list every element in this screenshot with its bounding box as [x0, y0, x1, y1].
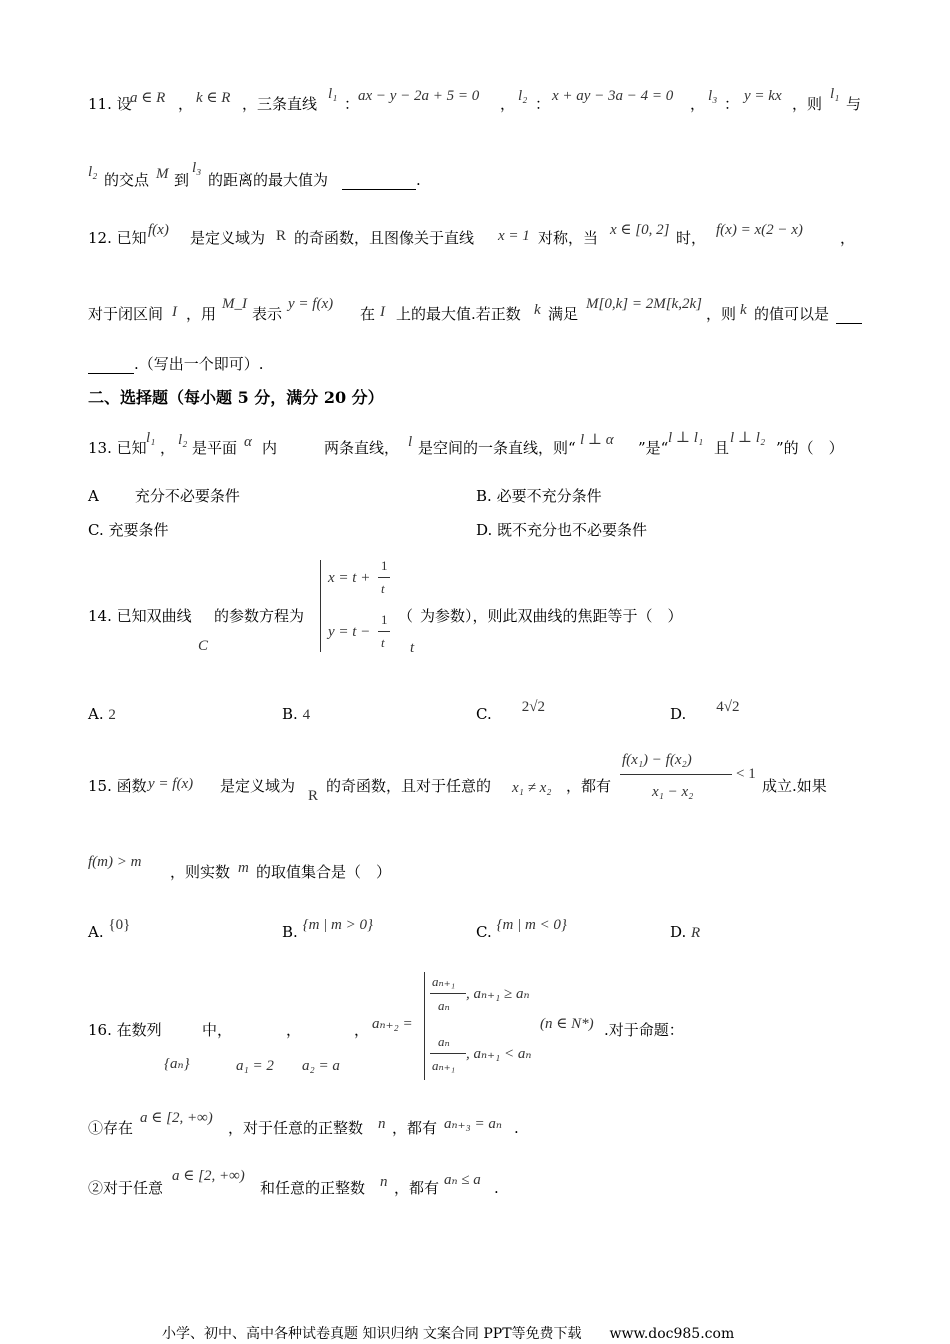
- q12-denote: 表示: [252, 305, 283, 323]
- q13-alpha: α: [244, 434, 252, 450]
- q15-option-d-text: R: [691, 925, 701, 941]
- q12-I2: I: [380, 304, 385, 320]
- q15-lead: 15. 函数: [88, 777, 147, 795]
- q15-fm: f(m) > m: [88, 854, 142, 870]
- q16-case1-cond: , aₙ₊₁ ≥ aₙ: [466, 986, 530, 1002]
- q14-option-d-label: D.: [670, 705, 687, 723]
- q11-comma-2: ，: [690, 95, 706, 113]
- q11-l3: l₃: [708, 88, 718, 104]
- q11-l1: l₁: [328, 86, 338, 102]
- q12-closed: 对于闭区间: [88, 305, 164, 323]
- q14-sys2-bar: [378, 631, 390, 632]
- q12-endcomma: ，: [840, 229, 856, 247]
- q13-perp-l2: l ⊥ l₂: [730, 430, 766, 446]
- q14-sys2-den: t: [381, 635, 385, 650]
- q13-option-c-text: 充要条件: [108, 521, 169, 539]
- q15-m: m: [238, 860, 249, 876]
- q15-range: 的取值集合是（ ）: [256, 863, 392, 881]
- q11-colon-1: ：: [344, 95, 360, 113]
- q12-interval: x ∈ [0, 2]: [610, 222, 670, 238]
- q13-option-b-label: B.: [476, 487, 492, 505]
- q15-then: ，则实数: [170, 863, 231, 881]
- q13-is: ”是“: [638, 439, 669, 457]
- q12-value: 的值可以是: [754, 305, 830, 323]
- q16-p2-lead: ②对于任意: [88, 1179, 164, 1197]
- q16-comma2: ，: [354, 1021, 370, 1039]
- q16-brace: [424, 972, 425, 1080]
- q12-k2: k: [740, 302, 747, 318]
- q11-l2: l₂: [518, 88, 528, 104]
- q15-option-a[interactable]: [88, 917, 131, 943]
- q12-use: ，用: [186, 305, 217, 323]
- q13-option-d-text: 既不充分也不必要条件: [497, 521, 648, 539]
- q13-perp-l1: l ⊥ l₁: [668, 430, 704, 446]
- q14-sys2: y = t −: [328, 624, 371, 640]
- q16-comma: ，: [286, 1021, 302, 1039]
- q15-den: x₁ − x₂: [652, 784, 694, 800]
- q11-colon-3: ：: [724, 95, 740, 113]
- q15-option-b[interactable]: [282, 917, 373, 943]
- q11-line2-l3: l₃: [192, 160, 202, 176]
- q15-option-a-text: {0}: [108, 917, 131, 933]
- q16-p2-a: a ∈ [2, +∞): [172, 1168, 245, 1184]
- q12-blank-1[interactable]: [836, 304, 862, 324]
- q16-p2-eq: aₙ ≤ a: [444, 1172, 481, 1188]
- q14-option-a-text: 2: [108, 707, 116, 723]
- q14-option-c-text: 2√2: [521, 699, 545, 715]
- q16-case1-bar: [430, 993, 466, 994]
- q15-frac-bar: [620, 774, 732, 775]
- q14-lead: 14. 已知双曲线: [88, 607, 192, 625]
- q11-line2-l2: l₂: [88, 164, 98, 180]
- q15-option-b-label: B.: [282, 923, 298, 941]
- q15-option-c-text: {m | m < 0}: [496, 917, 567, 933]
- q13-comma: ，: [160, 439, 176, 457]
- q13-l1: l₁: [146, 430, 156, 446]
- q11-l1-again: l₁: [830, 86, 840, 102]
- q16-p1-all: ，都有: [392, 1119, 438, 1137]
- q16-p1-n: n: [378, 1116, 386, 1132]
- q13-l2: l₂: [178, 432, 188, 448]
- q11-lead: 11. 设: [88, 95, 132, 113]
- q11-comma-1: ，: [500, 95, 516, 113]
- q14-option-b-text: 4: [302, 707, 311, 723]
- q14-option-a-label: A.: [88, 705, 104, 723]
- q14-param: 的参数方程为: [214, 607, 305, 625]
- q11-then: ，则: [792, 95, 823, 113]
- q16-seq: {aₙ}: [164, 1056, 190, 1072]
- q14-sys1: x = t +: [328, 570, 371, 586]
- q16-case2-bar: [430, 1053, 466, 1054]
- q16-p2-all: ，都有: [394, 1179, 440, 1197]
- q14-sys2-num: 1: [381, 612, 388, 627]
- q12-yfx: y = f(x): [288, 296, 334, 312]
- q16-a2: a₂ = a: [302, 1058, 340, 1074]
- q13-two-lines: 两条直线，: [324, 439, 400, 457]
- q15-option-d-label: D.: [670, 923, 687, 941]
- q13-option-d[interactable]: [476, 520, 647, 540]
- q13-option-b-text: 必要不充分条件: [496, 487, 602, 505]
- q12-satisfy: 满足: [548, 305, 579, 323]
- q12-def: f(x) = x(2 − x): [716, 222, 803, 238]
- q13-option-c-label: C.: [88, 521, 104, 539]
- q15-option-c[interactable]: [476, 917, 567, 943]
- q13-space: 是空间的一条直线，则“: [418, 439, 576, 457]
- q12-blank-2[interactable]: [88, 354, 134, 374]
- q16-case2-num: aₙ: [438, 1034, 450, 1049]
- q12-when: 时，: [676, 229, 707, 247]
- q13-option-a[interactable]: [88, 486, 240, 506]
- q14-sys1-num: 1: [381, 558, 388, 573]
- q13-lead: 13. 已知: [88, 439, 147, 457]
- q14-t-param: t: [410, 640, 415, 656]
- q14-sys1-den: t: [381, 581, 385, 596]
- q16-in: 中，: [202, 1021, 233, 1039]
- q14-paren-open: （: [398, 607, 414, 625]
- q13-option-b[interactable]: [476, 486, 602, 506]
- q13-perp-alpha: l ⊥ α: [580, 432, 614, 448]
- q16-p2-n: n: [380, 1174, 388, 1190]
- q12-write: .（写出一个即可）.: [134, 355, 264, 373]
- q13-option-a-label: A: [88, 487, 99, 505]
- q11-three-lines: ，三条直线: [242, 95, 318, 113]
- q16-p1-eq: aₙ₊₃ = aₙ: [444, 1116, 502, 1132]
- q14-sys1-bar: [378, 577, 390, 578]
- q15-yfx: y = f(x): [148, 776, 194, 792]
- q14-brace: [320, 560, 321, 652]
- q13-of: ”的（ ）: [776, 439, 844, 457]
- q12-R: R: [276, 228, 287, 244]
- q15-lt1: < 1: [736, 766, 756, 782]
- q16-a1: a₁ = 2: [236, 1058, 274, 1074]
- q13-l: l: [408, 434, 413, 450]
- q15-neq: x₁ ≠ x₂: [512, 780, 552, 796]
- q15-option-a-label: A.: [88, 923, 104, 941]
- q16-nN: (n ∈ N*): [540, 1016, 594, 1032]
- q15-option-c-label: C.: [476, 923, 492, 941]
- q12-MI: M_I: [222, 296, 247, 312]
- q13-and: 且: [714, 439, 730, 457]
- q13-inner: 内: [262, 439, 278, 457]
- q16-case1-num: aₙ₊₁: [432, 974, 456, 989]
- q11-end: .: [416, 171, 421, 189]
- q14-option-d[interactable]: [670, 699, 740, 725]
- q11-intersection: 的交点: [104, 171, 150, 189]
- q15-domain: 是定义域为: [220, 777, 296, 795]
- q14-option-b[interactable]: [282, 704, 310, 725]
- q15-odd: 的奇函数，且对于任意的: [326, 777, 492, 795]
- q16-case1-den: aₙ: [438, 998, 450, 1013]
- q16-prop: .对于命题：: [604, 1021, 684, 1039]
- q13-plane: 是平面: [192, 439, 238, 457]
- q12-on: 在: [360, 305, 376, 323]
- q14-option-c[interactable]: [476, 699, 545, 725]
- q15-all: ，都有: [566, 777, 612, 795]
- q12-x1: x = 1: [498, 228, 530, 244]
- q11-to: 到: [174, 171, 190, 189]
- q11-answer-blank[interactable]: [342, 170, 416, 190]
- q11-max-dist: 的距离的最大值为: [208, 171, 329, 189]
- q16-an2: aₙ₊₂ =: [372, 1016, 413, 1032]
- q11-a-in-R: a ∈ R: [130, 90, 166, 106]
- q11-sep: ，: [178, 95, 194, 113]
- q11-colon-2: ：: [535, 95, 551, 113]
- q12-cond: M[0,k] = 2M[k,2k]: [586, 296, 702, 312]
- q16-p2-mid: 和任意的正整数: [260, 1179, 366, 1197]
- q12-I: I: [172, 304, 177, 320]
- q12-fx: f(x): [148, 222, 169, 238]
- q12-max: 上的最大值.若正数: [396, 305, 521, 323]
- q14-option-a[interactable]: [88, 704, 116, 725]
- q15-R: R: [308, 788, 319, 804]
- q11-eq3: y = kx: [744, 88, 782, 104]
- q12-k: k: [534, 302, 541, 318]
- q16-lead: 16. 在数列: [88, 1021, 162, 1039]
- q12-thenk: ，则: [706, 305, 737, 323]
- q13-option-c[interactable]: [88, 520, 169, 540]
- q11-eq1: ax − y − 2a + 5 = 0: [358, 88, 480, 104]
- q16-p1-lead: ①存在: [88, 1119, 134, 1137]
- q13-option-a-text: 充分不必要条件: [134, 487, 240, 505]
- q12-sym: 对称，当: [538, 229, 599, 247]
- q14-option-c-label: C.: [476, 705, 492, 723]
- q15-holds: 成立.如果: [762, 777, 827, 795]
- q16-p2-end: .: [494, 1179, 499, 1197]
- q16-case2-den: aₙ₊₁: [432, 1058, 456, 1073]
- q13-option-d-label: D.: [476, 521, 493, 539]
- q14-option-b-label: B.: [282, 705, 298, 723]
- q12-domain: 是定义域为: [190, 229, 266, 247]
- q11-with: 与: [846, 95, 862, 113]
- q14-param-word: 为参数），则此双曲线的焦距等于（ ）: [420, 607, 683, 625]
- page-footer: 小学、初中、高中各种试卷真题 知识归纳 文案合同 PPT等免费下载 www.doc985.com: [162, 1326, 735, 1342]
- q15-option-d[interactable]: [670, 922, 700, 943]
- q12-lead: 12. 已知: [88, 229, 147, 247]
- q14-C: C: [198, 638, 209, 654]
- q11-eq2: x + ay − 3a − 4 = 0: [552, 88, 674, 104]
- q11-k-in-R: k ∈ R: [196, 90, 231, 106]
- q11-M: M: [156, 166, 169, 182]
- q16-p1-a: a ∈ [2, +∞): [140, 1110, 213, 1126]
- q15-num: f(x₁) − f(x₂): [622, 752, 692, 768]
- q14-option-d-text: 4√2: [716, 699, 740, 715]
- q16-p1-mid: ，对于任意的正整数: [228, 1119, 364, 1137]
- q12-odd: 的奇函数，且图像关于直线: [294, 229, 475, 247]
- q16-p1-end: .: [514, 1119, 519, 1137]
- q16-case2-cond: , aₙ₊₁ < aₙ: [466, 1046, 532, 1062]
- section-2-heading: 二、选择题（每小题 5 分，满分 20 分）: [88, 388, 384, 407]
- q15-option-b-text: {m | m > 0}: [302, 917, 373, 933]
